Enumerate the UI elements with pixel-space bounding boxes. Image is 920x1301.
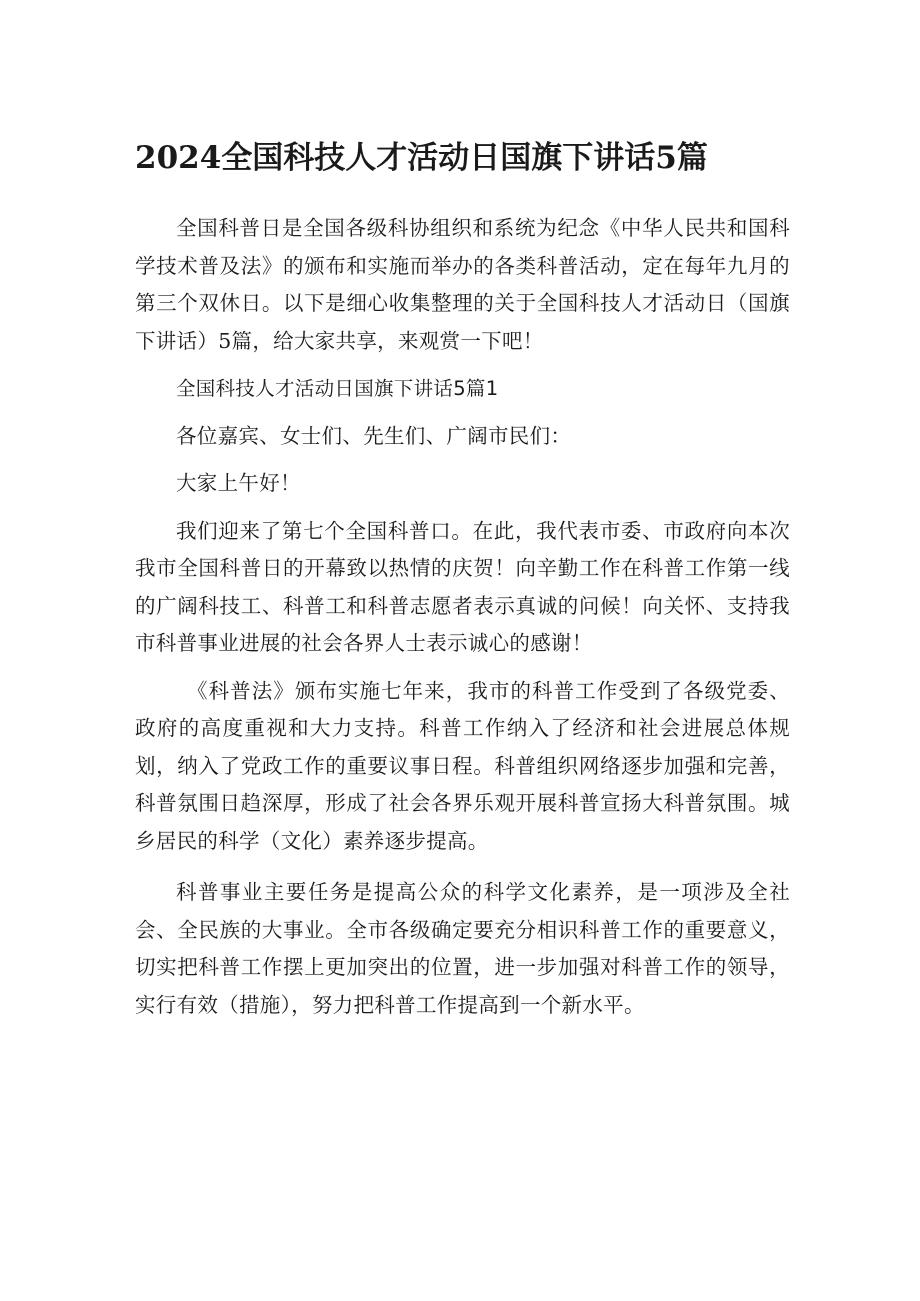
body-paragraph-2: 《科普法》颁布实施七年来，我市的科普工作受到了各级党委、政府的高度重视和大力支持。科普工作纳入了经济和社会进展总体规划，纳入了党政工作的重要议事日程。科普组织网络逐步加强和完善，科普氛围日趋深厚，形成了社会各界乐观开展科普宣扬大科普氛围。城乡居民的科学（文化）素养逐步提高。 [135, 678, 790, 853]
intro-paragraph: 全国科普日是全国各级科协组织和系统为纪念《中华人民共和国科学技术普及法》的颁布和实施而举办的各类科普活动，定在每年九月的第三个双休日。以下是细心收集整理的关于全国科技人才活动日（国旗下讲话）5篇，给大家共享，来观赏一下吧！ [135, 216, 790, 353]
salutation: 各位嘉宾、女士们、先生们、广阔市民们： [176, 423, 572, 448]
document-title: 2024全国科技人才活动日国旗下讲话5篇 [135, 140, 708, 176]
speech-heading: 全国科技人才活动日国旗下讲话5篇1 [176, 377, 499, 400]
body-paragraph-1: 我们迎来了第七个全国科普口。在此，我代表市委、市政府向本次我市全国科普日的开幕致以热情的庆贺！向辛勤工作在科普工作第一线的广阔科技工、科普工和科普志愿者表示真诚的问候！向关怀、支持我市科普事业进展的社会各界人士表示诚心的感谢！ [135, 518, 790, 655]
greeting: 大家上午好！ [176, 471, 301, 495]
body-paragraph-3: 科普事业主要任务是提高公众的科学文化素养，是一项涉及全社会、全民族的大事业。全市各级确定要充分相识科普工作的重要意义，切实把科普工作摆上更加突出的位置，进一步加强对科普工作的领导，实行有效（措施），努力把科普工作提高到一个新水平。 [135, 880, 790, 1017]
document-body [135, 210, 790, 1034]
